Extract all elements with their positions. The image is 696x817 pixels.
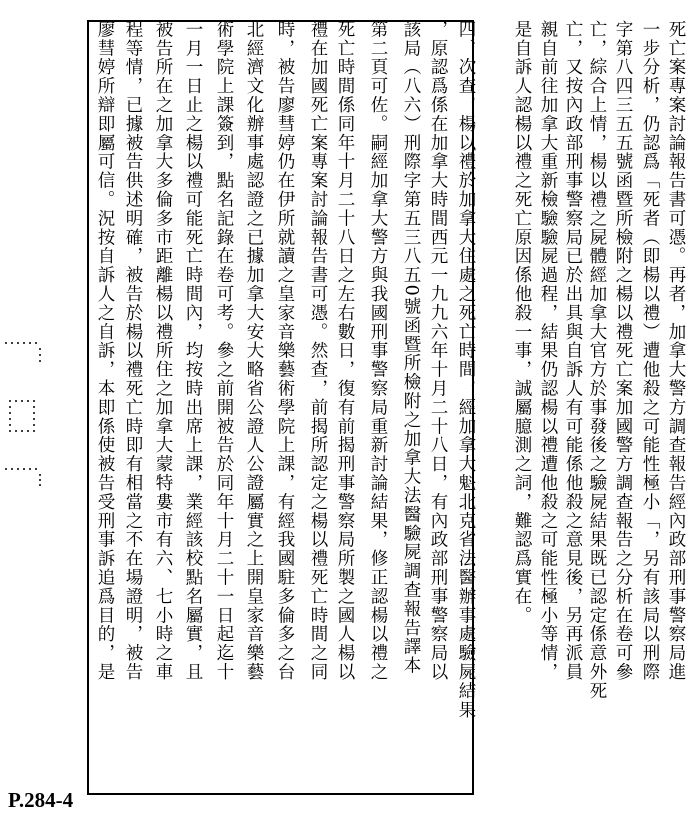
text-column: 被告所在之加拿大多倫多市距離楊以禮所住之加拿大蒙特婁市有六、七小時之車 (153, 20, 173, 682)
dot-mark (27, 430, 29, 432)
dot-mark (21, 400, 23, 402)
dot-mark (21, 430, 23, 432)
dot-mark (9, 406, 11, 408)
dot-mark (33, 430, 35, 432)
text-column: 亡，綜合上情，楊以禮之屍體經加拿大官方於事發後之驗屍結果既已認定係意外死 (587, 20, 607, 701)
page-number: P.284-4 (8, 788, 74, 812)
dot-mark (9, 424, 11, 426)
dot-mark (9, 418, 11, 420)
text-column: 術學院上課簽到，點名記錄在卷可考。參之前開被告於同年十月二十一日起迄十 (214, 20, 234, 682)
dot-mark (15, 430, 17, 432)
dot-mark (5, 342, 7, 344)
text-column: 四、次查，楊以禮於加拿大住處之死亡時間，經加拿大魁北克省法醫辦事處驗屍結果 (456, 20, 476, 720)
dot-mark (5, 468, 7, 470)
text-column: 程等情，已據被告供述明確，被告於楊以禮死亡時即有相當之不在場證明，被告 (123, 20, 143, 682)
dot-mark (33, 418, 35, 420)
dot-mark (29, 468, 31, 470)
dot-mark (17, 342, 19, 344)
text-column: 死亡案專案討論報告書可憑。再者，加拿大警方調查報告經內政部刑事警察局進 (666, 20, 686, 682)
text-column: 是自訴人認楊以禮之死亡原因係他殺一事，誠屬臆測之詞，難認爲實在。 (512, 20, 532, 625)
text-column: 北經濟文化辦事處認證之已據加拿大安大略省公證人公證屬實之上開皇家音樂藝 (244, 20, 264, 682)
dot-mark (33, 400, 35, 402)
text-column: 該局（八六）刑際字第五三八五0號函暨所檢附之加拿大法醫驗屍調查報告譯本 (401, 20, 421, 676)
text-column: 廖彗婷所辯即屬可信。況按自訴人之自訴，本即係使被告受刑事訴追爲目的，是 (95, 20, 115, 682)
dot-mark (29, 342, 31, 344)
dot-mark (33, 406, 35, 408)
punch-hole-marks (3, 340, 43, 490)
dot-mark (39, 348, 41, 350)
dot-mark (11, 342, 13, 344)
text-column: 死亡時間係同年十月二十八日之左右數日，復有前揭刑事警察局所製之國人楊以 (335, 20, 355, 682)
dot-mark (39, 354, 41, 356)
dot-mark (33, 412, 35, 414)
dot-mark (39, 360, 41, 362)
dot-mark (17, 468, 19, 470)
dot-mark (27, 400, 29, 402)
dot-mark (33, 424, 35, 426)
text-column: 亡，又按內政部刑事警察局已於出具與自訴人有可能係他殺之意見後，另再派員 (563, 20, 583, 682)
dot-mark (39, 479, 41, 481)
dot-mark (23, 468, 25, 470)
text-column: 親自前往加拿大重新檢驗驗屍過程，結果仍認楊以禮遭他殺之可能性極小等情， (538, 20, 558, 682)
dot-mark (9, 412, 11, 414)
dot-mark (9, 400, 11, 402)
text-column: ，原認爲係在加拿大時間西元一九九六年十月二十八日，有內政部刑事警察局以 (428, 20, 448, 682)
text-column: 禮在加國死亡案專案討論報告書可憑。然查，前揭所認定之楊以禮死亡時間之同 (308, 20, 328, 682)
dot-mark (9, 430, 11, 432)
dot-mark (11, 468, 13, 470)
text-column: 第二頁可佐。嗣經加拿大警方與我國刑事警察局重新討論結果，修正認楊以禮之 (368, 20, 388, 682)
text-column: 一步分析，仍認爲「死者（即楊以禮）遭他殺之可能性極小「，另有該局以刑際 (640, 20, 660, 682)
dot-mark (39, 474, 41, 476)
text-column: 一月一日止之楊以禮可能死亡時間內，均按時出席上課，業經該校點名屬實，且 (183, 20, 203, 682)
text-column: 字第八四三五五號函暨所檢附之楊以禮死亡案加國警方調查報告之分析在卷可參 (613, 20, 633, 682)
dot-mark (23, 342, 25, 344)
dot-mark (35, 342, 37, 344)
dot-mark (39, 484, 41, 486)
dot-mark (35, 468, 37, 470)
text-column: 時，被告廖彗婷仍在伊所就讀之皇家音樂藝術學院上課，有經我國駐多倫多之台 (275, 20, 295, 682)
dot-mark (15, 400, 17, 402)
